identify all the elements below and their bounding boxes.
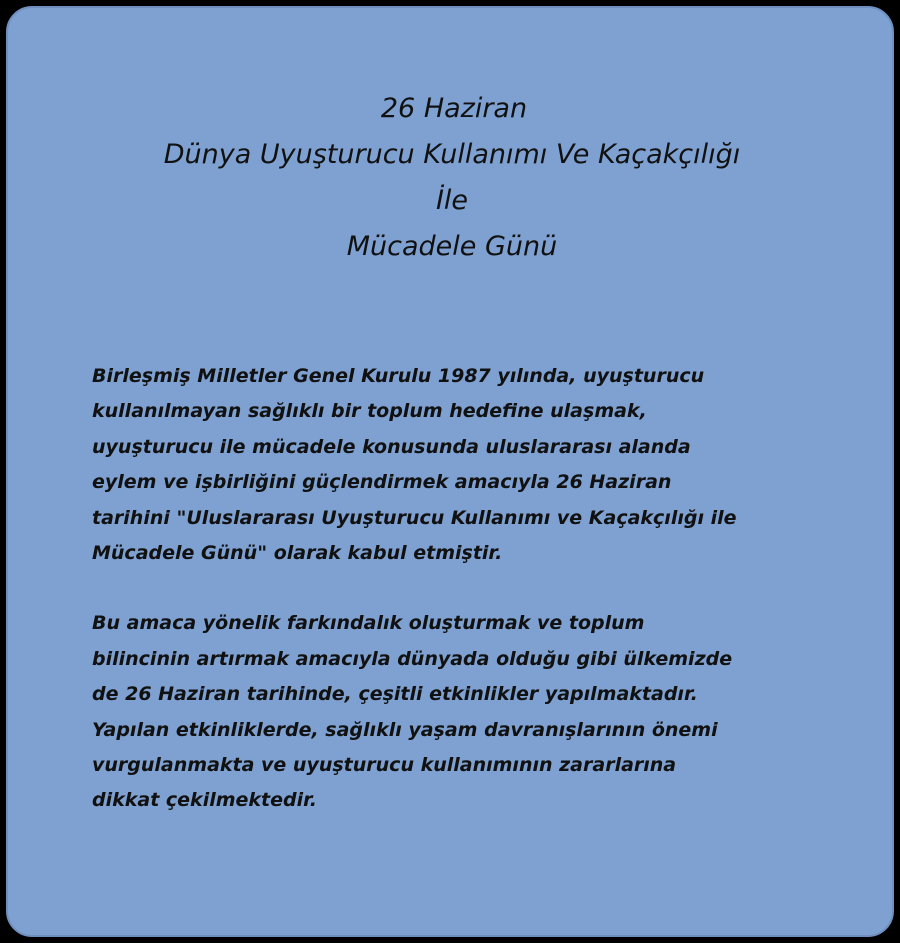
text-line: vurgulanmakta ve uyuşturucu kullanımının zararlarına [92,754,677,777]
text-line: eylem ve işbirliğini güçlendirmek amacıyla 26 Haziran [92,471,672,494]
paragraph-history [92,359,832,571]
title-line: Mücadele Günü [346,231,558,262]
info-card [6,6,894,937]
title-line: Dünya Uyuşturucu Kullanımı Ve Kaçakçılığı [163,139,741,170]
body-text [92,359,832,819]
text-line: Birleşmiş Milletler Genel Kurulu 1987 yılında, uyuşturucu [92,365,705,387]
title-line: 26 Haziran [380,93,528,124]
paragraph-awareness [92,606,832,818]
text-line: dikkat çekilmektedir. [92,789,317,812]
text-line: kullanılmayan sağlıklı bir toplum hedefine ulaşmak, [92,400,647,423]
text-line: Mücadele Günü" olarak kabul etmiştir. [92,542,503,565]
text-line: uyuşturucu ile mücadele konusunda uluslararası alanda [92,435,691,458]
text-line: Bu amaca yönelik farkındalık oluşturmak ve toplum [92,612,645,635]
text-line: de 26 Haziran tarihinde, çeşitli etkinlikler yapılmaktadır. [92,683,698,706]
text-line: bilincinin artırmak amacıyla dünyada olduğu gibi ülkemizde [92,647,733,670]
text-line: Yapılan etkinliklerde, sağlıklı yaşam davranışlarının önemi [92,718,718,741]
title-line: İle [435,185,469,216]
text-line: tarihini "Uluslararası Uyuşturucu Kullanımı ve Kaçakçılığı ile [92,506,737,529]
page-title [8,86,896,270]
